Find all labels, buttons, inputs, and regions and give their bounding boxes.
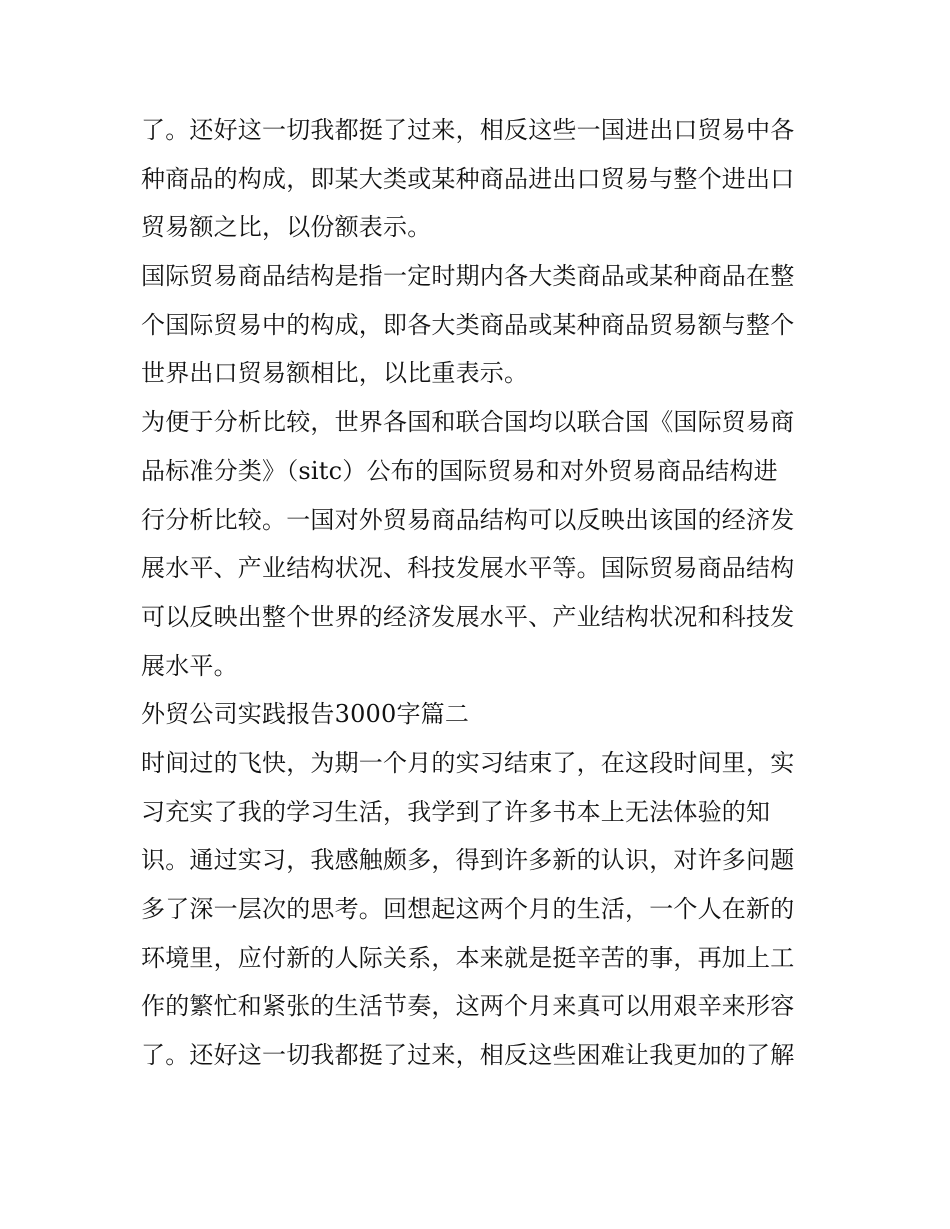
document-body <box>141 106 813 1080</box>
text-line: 世界出口贸易额相比，以比重表示。 <box>141 359 529 388</box>
text-line: 了。还好这一切我都挺了过来，相反这些一国进出口贸易中各 <box>141 116 795 144</box>
text-line: 习充实了我的学习生活，我学到了许多书本上无法体验的知 <box>141 797 771 826</box>
text-line: 贸易额之比，以份额表示。 <box>141 213 432 242</box>
text-line: 种商品的构成，即某大类或某种商品进出口贸易与整个进出口 <box>141 164 795 193</box>
text-line: 品标准分类》（sitc）公布的国际贸易和对外贸易商品结构进 <box>141 456 778 485</box>
text-line: 作的繁忙和紧张的生活节奏，这两个月来真可以用艰辛来形容 <box>141 992 795 1021</box>
text-line: 多了深一层次的思考。回想起这两个月的生活，一个人在新的 <box>141 895 795 923</box>
text-line: 为便于分析比较，世界各国和联合国均以联合国《国际贸易商 <box>141 408 795 437</box>
section-heading: 外贸公司实践报告3000字篇二 <box>141 700 470 729</box>
text-line: 展水平。 <box>141 651 238 680</box>
text-line: 识。通过实习，我感触颇多，得到许多新的认识，对许多问题 <box>141 846 795 875</box>
text-line: 时间过的飞快，为期一个月的实习结束了，在这段时间里，实 <box>141 748 795 777</box>
text-line: 个国际贸易中的构成，即各大类商品或某种商品贸易额与整个 <box>141 310 795 339</box>
text-line: 国际贸易商品结构是指一定时期内各大类商品或某种商品在整 <box>141 262 795 291</box>
text-line: 可以反映出整个世界的经济发展水平、产业结构状况和科技发 <box>141 602 795 631</box>
text-line: 行分析比较。一国对外贸易商品结构可以反映出该国的经济发 <box>141 505 795 534</box>
text-line: 了。还好这一切我都挺了过来，相反这些困难让我更加的了解 <box>141 1041 795 1070</box>
text-line: 环境里，应付新的人际关系，本来就是挺辛苦的事，再加上工 <box>141 943 795 972</box>
text-line: 展水平、产业结构状况、科技发展水平等。国际贸易商品结构 <box>141 554 795 583</box>
